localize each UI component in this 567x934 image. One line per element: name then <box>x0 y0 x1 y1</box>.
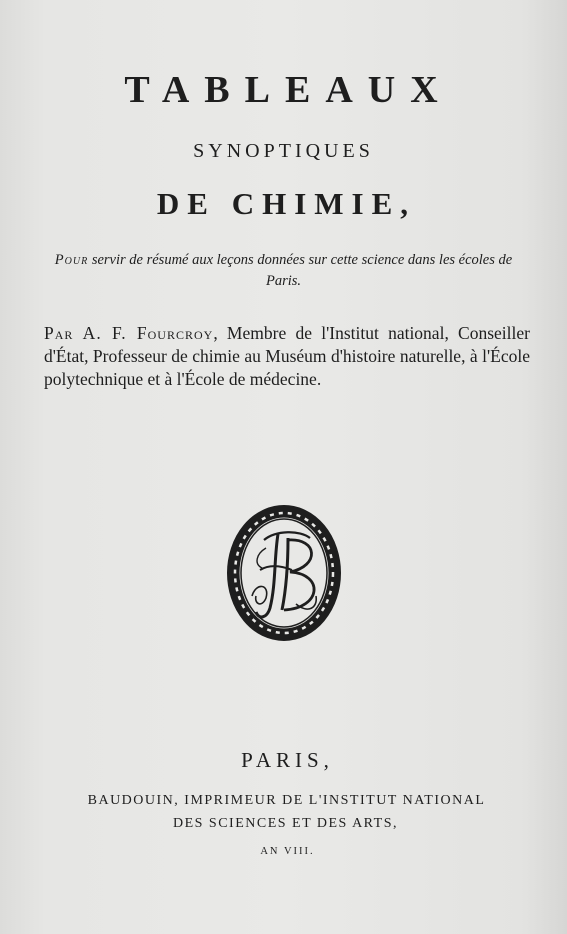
publication-place: PARIS, <box>241 748 334 772</box>
printer-line-1: BAUDOUIN, IMPRIMEUR DE L'INSTITUT NATIONAL <box>87 793 486 808</box>
subtitle-line-2: DE CHIMIE, <box>156 186 417 221</box>
purpose-text: servir de résumé aux leçons données sur cette science dans les écoles de Paris. <box>88 252 513 289</box>
author-text: , Membre de l'Institut national, Conseiller d'État, Professeur de chimie au Muséum d'histoire naturelle, à l'École polytechnique et à l'École de médecine. <box>44 323 530 389</box>
monogram-seal-icon <box>226 504 342 642</box>
publication-date: AN VIII. <box>260 846 315 857</box>
book-title: TABLEAUX <box>124 69 453 111</box>
purpose-statement <box>0 250 567 292</box>
printer-line-2: DES SCIENCES ET DES ARTS, <box>172 816 399 831</box>
purpose-lead: Pour <box>54 252 89 268</box>
subtitle-line-1: SYNOPTIQUES <box>193 140 374 162</box>
author-statement <box>44 322 530 391</box>
author-lead: Par A. F. Fourcroy <box>44 323 214 343</box>
